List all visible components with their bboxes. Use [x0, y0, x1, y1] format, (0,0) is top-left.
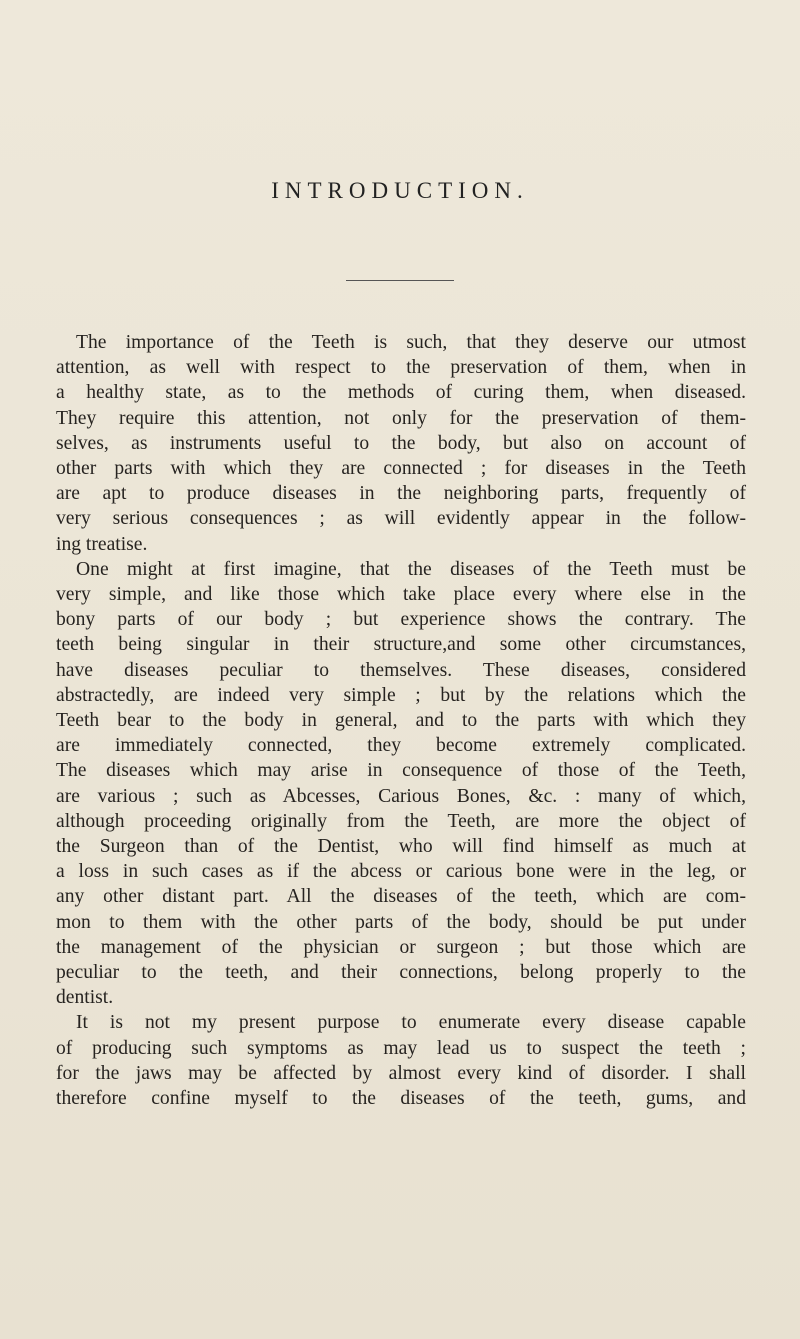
body-text — [56, 330, 746, 1111]
text-line: selves, as instruments useful to the body, but also on account of — [56, 432, 746, 454]
text-line: the management of the physician or surgeon ; but those which are — [56, 936, 746, 958]
heading-divider — [346, 280, 454, 281]
text-line: are various ; such as Abcesses, Carious Bones, &c. : many of which, — [56, 785, 746, 807]
text-line: very simple, and like those which take place every where else in the — [56, 584, 746, 606]
text-line: bony parts of our body ; but experience shows the contrary. The — [56, 609, 746, 631]
text-line: mon to them with the other parts of the body, should be put under — [56, 911, 746, 933]
text-line: the Surgeon than of the Dentist, who will find himself as much at — [56, 836, 746, 858]
text-line: The importance of the Teeth is such, that they deserve our utmost — [76, 332, 746, 353]
text-line: ing treatise. — [56, 533, 148, 555]
text-line: are immediately connected, they become extremely complicated. — [56, 735, 746, 757]
text-line: therefore confine myself to the diseases of the teeth, gums, and — [56, 1088, 746, 1110]
text-line: teeth being singular in their structure,and some other circumstances, — [56, 634, 746, 656]
text-line: abstractedly, are indeed very simple ; but by the relations which the — [56, 684, 746, 706]
text-line: any other distant part. All the diseases of the teeth, which are com- — [56, 886, 746, 908]
text-line: for the jaws may be affected by almost every kind of disorder. I shall — [56, 1062, 746, 1084]
text-line: dentist. — [56, 987, 114, 1009]
text-line: attention, as well with respect to the preservation of them, when in — [56, 357, 746, 379]
text-line: a loss in such cases as if the abcess or carious bone were in the leg, or — [56, 861, 746, 883]
text-line: a healthy state, as to the methods of curing them, when diseased. — [56, 382, 746, 404]
text-line: The diseases which may arise in consequence of those of the Teeth, — [56, 760, 746, 782]
text-line: It is not my present purpose to enumerate every disease capable — [76, 1012, 746, 1034]
text-line: One might at first imagine, that the diseases of the Teeth must be — [76, 558, 746, 580]
text-line: Teeth bear to the body in general, and to the parts with which they — [56, 710, 746, 732]
text-line: They require this attention, not only for the preservation of them- — [56, 407, 746, 429]
text-line: of producing such symptoms as may lead us to suspect the teeth ; — [56, 1037, 746, 1059]
text-line: other parts with which they are connected ; for diseases in the Teeth — [56, 458, 746, 480]
text-line: peculiar to the teeth, and their connections, belong properly to the — [56, 962, 746, 984]
text-line: although proceeding originally from the Teeth, are more the object of — [56, 810, 746, 832]
text-line: very serious consequences ; as will evidently appear in the follow- — [56, 508, 746, 530]
text-line: are apt to produce diseases in the neighboring parts, frequently of — [56, 483, 746, 505]
text-line: have diseases peculiar to themselves. These diseases, considered — [56, 659, 746, 681]
chapter-heading: INTRODUCTION. — [271, 178, 529, 203]
